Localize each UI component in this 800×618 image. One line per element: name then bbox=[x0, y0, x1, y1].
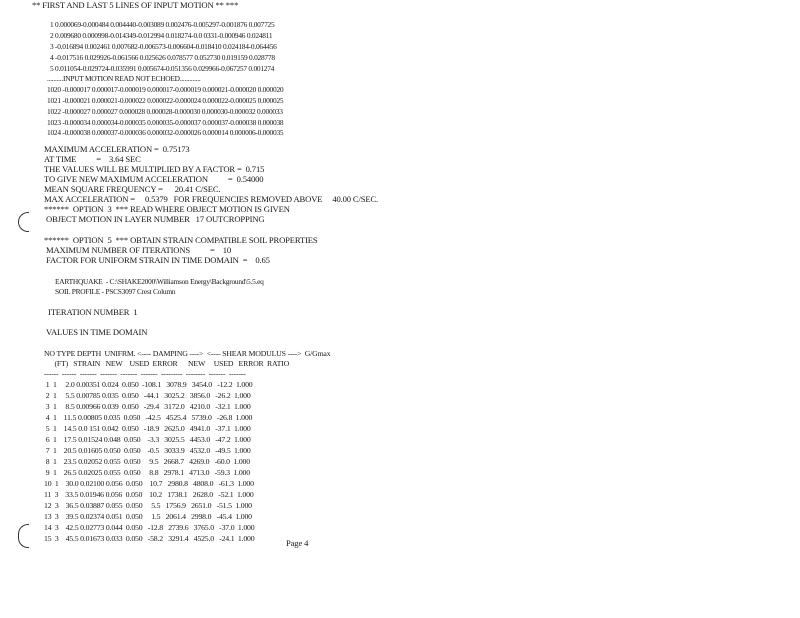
iteration-number: ITERATION NUMBER 1 bbox=[48, 307, 138, 317]
motion-last-line: 1023 -0.000034 0.000034-0.000035 0.000035-0.000037 0.000037-0.000038 0.000038 bbox=[47, 118, 284, 127]
table-divider: ------ ------ ------- ------- ------- ------- --------- -------- ------- ------- bbox=[44, 369, 246, 378]
uniform-strain-factor: FACTOR FOR UNIFORM STRAIN IN TIME DOMAIN = 0.65 bbox=[46, 255, 270, 265]
motion-first-line: 3 -0.016894 0.002461 0.007682-0.006573-0.006604-0.018410 0.024184-0.064456 bbox=[50, 42, 277, 51]
new-max-acceleration: TO GIVE NEW MAXIMUM ACCELERATION = 0.54000 bbox=[44, 174, 264, 184]
object-motion-layer: OBJECT MOTION IN LAYER NUMBER 17 OUTCROPPING bbox=[46, 214, 265, 224]
soil-profile: SOIL PROFILE - PSCS3097 Crest Column bbox=[55, 287, 176, 296]
mean-square-frequency: MEAN SQUARE FREQUENCY = 20.41 C/SEC. bbox=[44, 184, 221, 194]
multiplied-factor: THE VALUES WILL BE MULTIPLIED BY A FACTOR = 0.715 bbox=[44, 164, 265, 174]
table-row: 15 3 45.5 0.01673 0.033 0.050 -58.2 3291.4 4525.0 -24.1 1.000 bbox=[44, 534, 255, 543]
table-header-2: (FT) STRAIN NEW USED ERROR NEW USED ERROR RATIO bbox=[44, 359, 290, 368]
table-row: 11 3 33.5 0.01946 0.056 0.050 10.2 1738.1 2628.0 -52.1 1.000 bbox=[44, 490, 254, 499]
table-row: 9 1 26.5 0.02025 0.055 0.050 8.8 2978.1 4713.0 -59.3 1.000 bbox=[44, 468, 250, 477]
motion-header: ** FIRST AND LAST 5 LINES OF INPUT MOTION ** *** bbox=[32, 0, 239, 10]
table-row: 13 3 39.5 0.02374 0.051 0.050 1.5 2061.4 2998.0 -45.4 1.000 bbox=[44, 512, 252, 521]
binding-mark bbox=[18, 212, 29, 232]
table-row: 8 1 23.5 0.02052 0.055 0.050 9.5 2668.7 4269.0 -60.0 1.000 bbox=[44, 457, 250, 466]
table-row: 3 1 8.5 0.00966 0.039 0.050 -29.4 3172.0 4210.0 -32.1 1.000 bbox=[44, 402, 251, 411]
table-row: 6 1 17.5 0.01524 0.048 0.050 -3.3 3025.5 4453.0 -47.2 1.000 bbox=[44, 435, 251, 444]
table-row: 7 1 20.5 0.01605 0.050 0.050 -0.5 3033.9 4532.0 -49.5 1.000 bbox=[44, 446, 251, 455]
at-time: AT TIME = 3.64 SEC bbox=[44, 154, 141, 164]
table-row: 2 1 5.5 0.00785 0.035 0.050 -44.1 3025.2 3856.0 -26.2 1.000 bbox=[44, 391, 251, 400]
motion-last-line: 1022 -0.000027 0.000027 0.000028 0.000028-0.000030 0.000030-0.000032 0.000033 bbox=[47, 107, 283, 116]
max-acceleration: MAXIMUM ACCELERATION = 0.75173 bbox=[44, 144, 190, 154]
not-echoed-note: ..........INPUT MOTION READ NOT ECHOED............. bbox=[47, 74, 201, 83]
values-time-domain: VALUES IN TIME DOMAIN bbox=[46, 327, 148, 337]
option3-header: ****** OPTION 3 *** READ WHERE OBJECT MOTION IS GIVEN bbox=[44, 204, 290, 214]
max-iterations: MAXIMUM NUMBER OF ITERATIONS = 10 bbox=[46, 245, 232, 255]
motion-first-line: 5 0.011054-0.029724-0.035991 0.005674-0.051356 0.029966-0.067257 0.001274 bbox=[50, 64, 275, 73]
table-row: 5 1 14.5 0.0 151 0.042 0.050 -18.9 2625.0 4941.0 -37.1 1.000 bbox=[44, 424, 251, 433]
table-header-1: NO TYPE DEPTH UNIFRM. <---- DAMPING ----> <---- SHEAR MODULUS ----> G/Gmax bbox=[44, 349, 331, 358]
table-row: 4 1 11.5 0.00805 0.035 0.050 -42.5 4525.4 5739.0 -26.8 1.000 bbox=[44, 413, 253, 422]
motion-first-line: 2 0.009680 0.000998-0.014349-0.012994 0.018274-0.0 0331-0.000946 0.024811 bbox=[50, 31, 273, 40]
max-acceleration-filtered: MAX ACCELERATION = 0.5379 FOR FREQUENCIES REMOVED ABOVE 40.00 C/SEC. bbox=[44, 194, 379, 204]
motion-last-line: 1024 -0.000038 0.000037-0.000036 0.000032-0.000026 0.000014 0.000006-0.000035 bbox=[47, 128, 284, 137]
option5-header: ****** OPTION 5 *** OBTAIN STRAIN COMPATIBLE SOIL PROPERTIES bbox=[44, 235, 318, 245]
motion-first-line: 1 0.000069-0.000484 0.004440-0.003089 0.002476-0.005297-0.001876 0.007725 bbox=[50, 20, 275, 29]
earthquake-file: EARTHQUAKE - C:\SHAKE2000\Williamson Energy\Background\5.5.eq bbox=[55, 277, 264, 286]
motion-last-line: 1021 -0.000021 0.000021-0.000022 0.000022-0.000024 0.000022-0.000025 0.000025 bbox=[47, 96, 284, 105]
binding-mark bbox=[18, 524, 29, 548]
motion-first-line: 4 -0.017516 0.029926-0.061566 0.025626 0.078577 0.052730 0.019159 0.028778 bbox=[50, 53, 275, 62]
table-row: 1 1 2.0 0.00351 0.024 0.050 -108.1 3078.9 3454.0 -12.2 1.000 bbox=[44, 380, 253, 389]
motion-last-line: 1020 -0.000017 0.000017-0.000019 0.000017-0.000019 0.000021-0.000020 0.000020 bbox=[47, 85, 284, 94]
table-row: 12 3 36.5 0.03887 0.055 0.050 5.5 1756.9 2651.0 -51.5 1.000 bbox=[44, 501, 252, 510]
table-row: 10 1 30.0 0.02100 0.056 0.050 10.7 2980.8 4808.0 -61.3 1.000 bbox=[44, 479, 254, 488]
table-row: 14 3 42.5 0.02773 0.044 0.050 -12.8 2739.6 3765.0 -37.0 1.000 bbox=[44, 523, 255, 532]
page-number: Page 4 bbox=[286, 538, 309, 548]
